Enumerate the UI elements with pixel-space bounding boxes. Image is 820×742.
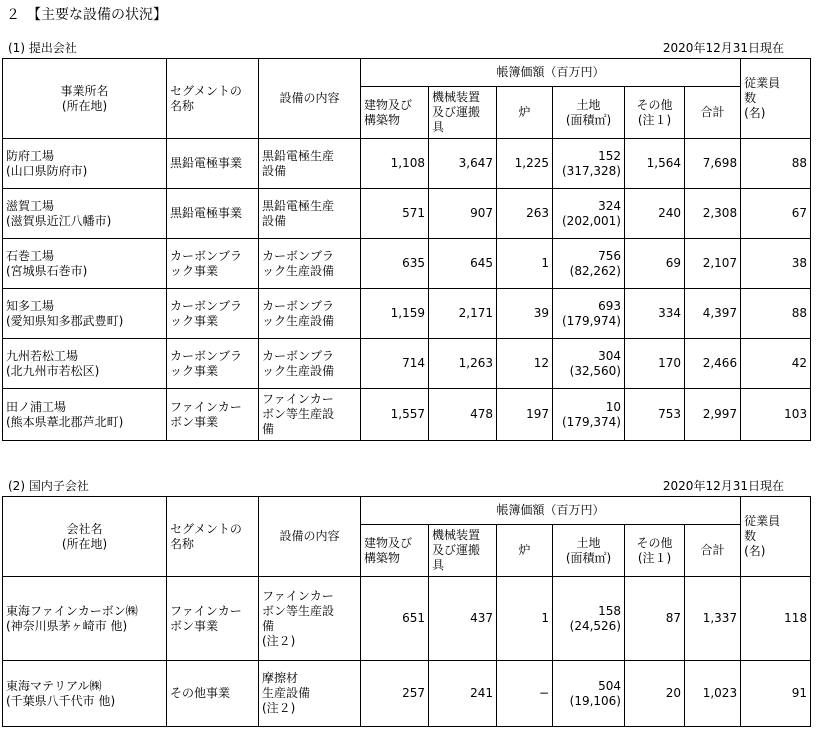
furnace-cell: 197: [497, 389, 553, 441]
header-row: [3, 497, 811, 525]
furnace-cell: 1,225: [497, 139, 553, 189]
buildings-cell: 1,557: [361, 389, 429, 441]
cell-line: (面積㎡): [565, 112, 612, 127]
header-segment: [167, 497, 259, 577]
header-equipment: 設備の内容: [259, 59, 361, 139]
total-cell: 4,397: [685, 289, 741, 339]
cell-line: カーボンブラ: [262, 348, 335, 363]
land-cell: [553, 577, 625, 661]
cell-line: 具: [432, 120, 445, 134]
machinery-cell: 907: [429, 189, 497, 239]
furnace-cell: 39: [497, 289, 553, 339]
cell-line: 石巻工場: [6, 248, 55, 263]
other-cell: 753: [625, 389, 685, 441]
cell-line: 機械装置: [432, 90, 481, 104]
equipment-cell: [259, 661, 361, 727]
facility-name-cell: [3, 289, 167, 339]
other-cell: 20: [625, 661, 685, 727]
segment-cell: [167, 661, 259, 727]
cell-line: 備: [262, 618, 275, 633]
facility-name-cell: [3, 339, 167, 389]
buildings-cell: 1,159: [361, 289, 429, 339]
furnace-cell: −: [497, 661, 553, 727]
cell-line: (名): [744, 106, 766, 120]
cell-line: 土地: [576, 535, 601, 550]
cell-line: 構築物: [364, 550, 401, 565]
table-row: [3, 577, 811, 661]
header-other: [625, 87, 685, 139]
cell-line: 田ノ浦工場: [6, 399, 67, 414]
land-cell: [553, 239, 625, 289]
total-cell: 2,997: [685, 389, 741, 441]
cell-line: ック生産設備: [262, 263, 335, 278]
table-row: [3, 661, 811, 727]
cell-line: (179,974): [562, 313, 621, 328]
machinery-cell: 645: [429, 239, 497, 289]
machinery-cell: 2,171: [429, 289, 497, 339]
header-land: [553, 87, 625, 139]
employees-cell: 38: [741, 239, 811, 289]
cell-line: (24,526): [569, 618, 621, 633]
cell-line: ファインカー: [170, 603, 242, 618]
header-other: [625, 525, 685, 577]
header-furnace: 炉: [497, 525, 553, 577]
cell-line: 及び運搬: [432, 543, 481, 557]
other-cell: 240: [625, 189, 685, 239]
segment-cell: [167, 289, 259, 339]
cell-line: 504: [598, 678, 621, 693]
table-row: [3, 139, 811, 189]
facility-name-cell: [3, 389, 167, 441]
table-row: [3, 289, 811, 339]
segment-cell: [167, 339, 259, 389]
cell-line: (注２): [262, 701, 296, 715]
cell-line: (滋賀県近江八幡市): [6, 213, 112, 228]
header-furnace: 炉: [497, 87, 553, 139]
cell-line: ボン事業: [170, 618, 219, 633]
header-book-value: 帳簿価額（百万円）: [361, 497, 741, 525]
land-cell: [553, 661, 625, 727]
cell-line: ボン等生産設: [262, 407, 335, 421]
total-cell: 2,308: [685, 189, 741, 239]
equipment-cell: [259, 239, 361, 289]
furnace-cell: 12: [497, 339, 553, 389]
employees-cell: 88: [741, 289, 811, 339]
section-1-date: 2020年12月31日現在: [662, 41, 784, 55]
cell-line: カーボンブラ: [170, 298, 243, 313]
cell-line: 構築物: [364, 112, 401, 127]
table-row: [3, 389, 811, 441]
land-cell: [553, 289, 625, 339]
machinery-cell: 3,647: [429, 139, 497, 189]
cell-line: その他: [636, 97, 673, 112]
total-cell: 7,698: [685, 139, 741, 189]
cell-line: 具: [432, 558, 445, 572]
table-row: [3, 189, 811, 239]
cell-line: (202,001): [562, 213, 621, 228]
table-row: [3, 239, 811, 289]
cell-line: 152: [598, 148, 621, 163]
cell-line: (317,328): [562, 163, 621, 178]
cell-line: 会社名: [66, 521, 103, 536]
machinery-cell: 241: [429, 661, 497, 727]
cell-line: セグメントの: [170, 521, 242, 536]
cell-line: (面積㎡): [565, 550, 612, 565]
cell-line: (所在地): [61, 536, 108, 551]
buildings-cell: 714: [361, 339, 429, 389]
section-2-date: 2020年12月31日現在: [662, 479, 784, 493]
cell-line: 324: [598, 198, 621, 213]
segment-cell: [167, 577, 259, 661]
facility-name-cell: [3, 577, 167, 661]
header-name: [3, 497, 167, 577]
cell-line: (宮城県石巻市): [6, 263, 88, 278]
cell-line: ック生産設備: [262, 313, 335, 328]
cell-line: 数: [744, 91, 757, 105]
cell-line: カーボンブラ: [170, 348, 243, 363]
cell-line: その他事業: [170, 686, 231, 700]
furnace-cell: 1: [497, 239, 553, 289]
cell-line: (熊本県葦北郡芦北町): [6, 414, 124, 429]
header-land: [553, 525, 625, 577]
table-row: [3, 339, 811, 389]
cell-line: (山口県防府市): [6, 163, 88, 178]
cell-line: 及び運搬: [432, 105, 481, 119]
cell-line: 建物及び: [364, 535, 413, 550]
header-employees: [741, 497, 811, 577]
employees-cell: 42: [741, 339, 811, 389]
header-machinery: [429, 87, 497, 139]
cell-line: 10: [605, 399, 621, 414]
employees-cell: 91: [741, 661, 811, 727]
cell-line: 304: [598, 348, 621, 363]
buildings-cell: 1,108: [361, 139, 429, 189]
cell-line: 黒鉛電極事業: [170, 206, 243, 220]
page-heading: ２ 【主要な設備の状況】: [6, 7, 167, 23]
section-1-table: [2, 58, 811, 441]
cell-line: カーボンブラ: [262, 248, 335, 263]
equipment-cell: [259, 289, 361, 339]
cell-line: 事業所名: [60, 83, 109, 98]
employees-cell: 118: [741, 577, 811, 661]
cell-line: 滋賀工場: [6, 198, 55, 213]
total-cell: 2,466: [685, 339, 741, 389]
cell-line: (注１): [637, 550, 672, 565]
cell-line: (愛知県知多郡武豊町): [6, 313, 124, 328]
header-row: [3, 59, 811, 87]
total-cell: 2,107: [685, 239, 741, 289]
cell-line: 従業員: [744, 514, 781, 528]
furnace-cell: 263: [497, 189, 553, 239]
total-cell: 1,337: [685, 577, 741, 661]
cell-line: ボン事業: [170, 414, 219, 429]
cell-line: 756: [598, 248, 621, 263]
cell-line: 従業員: [744, 76, 781, 90]
equipment-cell: [259, 139, 361, 189]
cell-line: ファインカー: [170, 399, 242, 414]
cell-line: (所在地): [61, 98, 108, 113]
facility-name-cell: [3, 139, 167, 189]
other-cell: 170: [625, 339, 685, 389]
header-segment: [167, 59, 259, 139]
cell-line: (179,374): [562, 414, 621, 429]
other-cell: 334: [625, 289, 685, 339]
header-buildings: [361, 87, 429, 139]
cell-line: ック事業: [170, 313, 219, 328]
employees-cell: 103: [741, 389, 811, 441]
cell-line: 名称: [170, 536, 195, 551]
header-total: 合計: [685, 525, 741, 577]
cell-line: (32,560): [569, 363, 621, 378]
cell-line: (注１): [637, 112, 672, 127]
cell-line: 防府工場: [6, 148, 55, 163]
cell-line: 黒鉛電極生産: [262, 198, 335, 213]
land-cell: [553, 139, 625, 189]
cell-line: 東海マテリアル㈱: [6, 678, 102, 693]
cell-line: ック事業: [170, 363, 219, 378]
cell-line: (北九州市若松区): [6, 363, 100, 378]
buildings-cell: 635: [361, 239, 429, 289]
cell-line: (名): [744, 544, 766, 558]
cell-line: カーボンブラ: [262, 298, 335, 313]
machinery-cell: 478: [429, 389, 497, 441]
cell-line: ック事業: [170, 263, 219, 278]
section-2-title: (2) 国内子会社: [8, 479, 89, 493]
header-name: [3, 59, 167, 139]
cell-line: 設備: [262, 213, 287, 228]
segment-cell: [167, 189, 259, 239]
equipment-cell: [259, 339, 361, 389]
cell-line: 建物及び: [364, 97, 413, 112]
facility-name-cell: [3, 239, 167, 289]
equipment-cell: [259, 389, 361, 441]
section-1-title: (1) 提出会社: [8, 41, 77, 55]
cell-line: カーボンブラ: [170, 248, 243, 263]
land-cell: [553, 189, 625, 239]
buildings-cell: 651: [361, 577, 429, 661]
cell-line: 名称: [170, 98, 195, 113]
equipment-cell: [259, 189, 361, 239]
furnace-cell: 1: [497, 577, 553, 661]
other-cell: 87: [625, 577, 685, 661]
cell-line: 土地: [576, 97, 601, 112]
cell-line: 黒鉛電極生産: [262, 148, 335, 163]
cell-line: その他: [636, 535, 673, 550]
land-cell: [553, 339, 625, 389]
header-employees: [741, 59, 811, 139]
cell-line: (19,106): [569, 693, 621, 708]
header-equipment: 設備の内容: [259, 497, 361, 577]
cell-line: 693: [598, 298, 621, 313]
segment-cell: [167, 239, 259, 289]
buildings-cell: 571: [361, 189, 429, 239]
land-cell: [553, 389, 625, 441]
cell-line: (注２): [262, 633, 296, 648]
cell-line: 九州若松工場: [6, 348, 79, 363]
cell-line: (神奈川県茅ヶ崎市 他): [6, 618, 128, 633]
machinery-cell: 1,263: [429, 339, 497, 389]
cell-line: 設備: [262, 163, 287, 178]
other-cell: 1,564: [625, 139, 685, 189]
cell-line: 機械装置: [432, 528, 481, 542]
total-cell: 1,023: [685, 661, 741, 727]
cell-line: ボン等生産設: [262, 603, 335, 618]
cell-line: セグメントの: [170, 83, 242, 98]
header-total: 合計: [685, 87, 741, 139]
cell-line: 生産設備: [262, 686, 311, 700]
header-book-value: 帳簿価額（百万円）: [361, 59, 741, 87]
cell-line: ファインカー: [262, 588, 334, 603]
cell-line: ファインカー: [262, 392, 334, 406]
other-cell: 69: [625, 239, 685, 289]
cell-line: 摩擦材: [262, 671, 299, 685]
header-machinery: [429, 525, 497, 577]
equipment-cell: [259, 577, 361, 661]
section-2-table: [2, 496, 811, 727]
cell-line: (82,262): [569, 263, 621, 278]
machinery-cell: 437: [429, 577, 497, 661]
segment-cell: [167, 389, 259, 441]
cell-line: 備: [262, 422, 275, 436]
cell-line: 数: [744, 529, 757, 543]
segment-cell: [167, 139, 259, 189]
employees-cell: 88: [741, 139, 811, 189]
facility-name-cell: [3, 189, 167, 239]
facility-name-cell: [3, 661, 167, 727]
cell-line: 黒鉛電極事業: [170, 156, 243, 170]
cell-line: 知多工場: [6, 298, 55, 313]
cell-line: (千葉県八千代市 他): [6, 693, 116, 708]
header-buildings: [361, 525, 429, 577]
buildings-cell: 257: [361, 661, 429, 727]
cell-line: 158: [598, 603, 621, 618]
cell-line: ック生産設備: [262, 363, 335, 378]
employees-cell: 67: [741, 189, 811, 239]
cell-line: 東海ファインカーボン㈱: [6, 603, 138, 618]
